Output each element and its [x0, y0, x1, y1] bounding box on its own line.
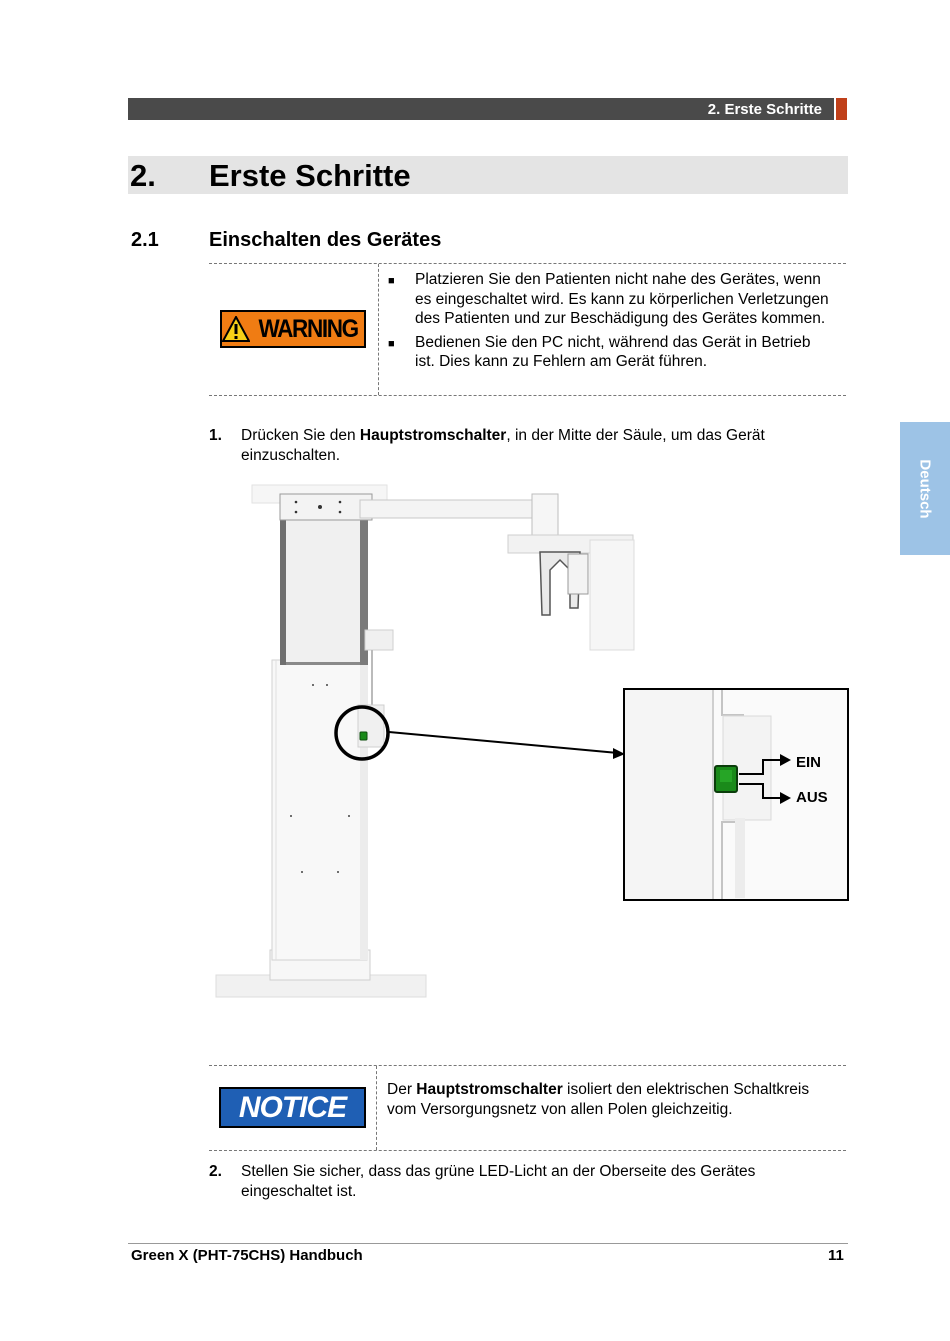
warning-list: [388, 270, 833, 376]
step-1: [209, 426, 829, 465]
running-header-title: 2. Erste Schritte: [707, 101, 822, 118]
warning-table-divider: [378, 264, 379, 395]
notice-text: Der Hauptstromschalter isoliert den elektrischen Schaltkreis vom Versorgungsnetz von allen Polen gleichzeitig.: [387, 1081, 810, 1118]
switch-on-label: EIN: [796, 754, 822, 771]
step-2: [209, 1162, 829, 1201]
section-title: Einschalten des Gerätes: [209, 229, 442, 251]
chapter-heading: [128, 156, 848, 194]
bullet-square-icon: ■: [388, 337, 395, 350]
language-side-tab-label: Deutsch: [916, 458, 934, 519]
bullet-square-icon: ■: [388, 275, 395, 287]
device-illustration: [210, 480, 640, 1000]
warning-item: [388, 270, 833, 329]
section-number: 2.1: [131, 229, 159, 251]
step-text: Drücken Sie den Hauptstromschalter, in der Mitte der Säule, um das Gerät einzuschalten.: [241, 427, 765, 464]
step-number: 1.: [209, 427, 222, 444]
notice-badge-label: NOTICE: [238, 1090, 347, 1124]
chapter-title: Erste Schritte: [209, 158, 411, 193]
notice-table-divider: [376, 1066, 377, 1150]
footer-page-number: 11: [828, 1247, 844, 1264]
warning-triangle-icon: [222, 316, 250, 342]
step-number: 2.: [209, 1163, 222, 1180]
warning-badge-label: WARNING: [258, 314, 359, 343]
notice-table-bottom-rule: [209, 1150, 846, 1151]
warning-item-text: Platzieren Sie den Patienten nicht nahe des Gerätes, wenn es eingeschaltet wird. Es kann zu körperlichen Verletzungen des Patienten und zur Beschädigung des Gerätes kommen.: [415, 271, 829, 327]
language-side-tab: [900, 422, 950, 555]
chapter-number: 2.: [130, 158, 156, 193]
notice-badge: [219, 1087, 366, 1128]
footer-rule: [128, 1243, 848, 1244]
warning-table-top-rule: [209, 263, 846, 264]
warning-item: [388, 333, 833, 372]
warning-table-bottom-rule: [209, 395, 846, 396]
footer-manual-title: Green X (PHT-75CHS) Handbuch: [131, 1247, 363, 1264]
running-header-bar: [128, 98, 834, 120]
warning-item-text: Bedienen Sie den PC nicht, während das Gerät in Betrieb ist. Dies kann zu Fehlern am Gerät führen.: [415, 333, 811, 370]
warning-badge: [220, 310, 366, 348]
header-accent-block: [836, 98, 847, 120]
step-text: Stellen Sie sicher, dass das grüne LED-Licht an der Oberseite des Gerätes eingeschaltet ist.: [241, 1163, 756, 1200]
switch-off-label: AUS: [796, 789, 828, 806]
notice-table-top-rule: [209, 1065, 846, 1066]
